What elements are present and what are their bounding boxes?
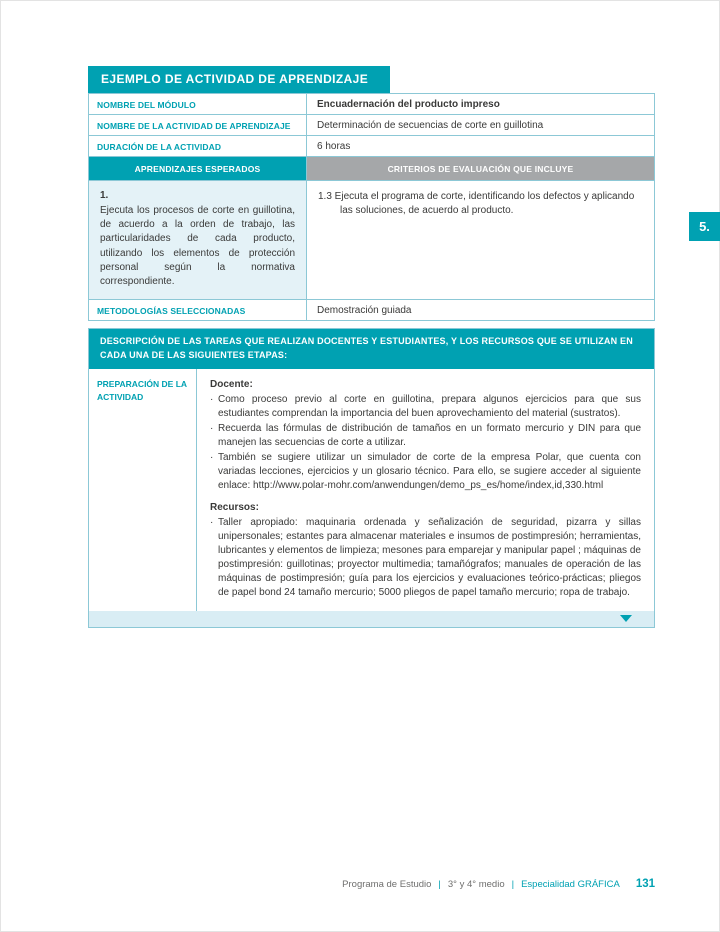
bullet-text: Recuerda las fórmulas de distribución de tamaños en un formato mercurio y DIN para que manejen las secuencias de corte a utilizar. (218, 422, 641, 448)
table-row-methodology (89, 300, 654, 320)
evaluation-criteria-header: CRITERIOS DE EVALUACIÓN QUE INCLUYE (307, 157, 654, 180)
spacer (88, 321, 655, 328)
table-row-duration (89, 136, 654, 157)
activity-name-label: NOMBRE DE LA ACTIVIDAD DE APRENDIZAJE (89, 115, 307, 135)
preparation-body (197, 369, 654, 611)
module-label: NOMBRE DEL MÓDULO (89, 94, 307, 114)
duration-label: DURACIÓN DE LA ACTIVIDAD (89, 136, 307, 156)
list-item (210, 516, 641, 600)
page-content (88, 66, 655, 628)
continues-arrow-icon (620, 615, 632, 622)
docente-list (210, 393, 641, 493)
footer-program: Programa de Estudio (342, 879, 432, 890)
recursos-heading: Recursos: (210, 501, 259, 513)
expected-learning-header: APRENDIZAJES ESPERADOS (89, 157, 307, 180)
table-row-module (89, 94, 654, 115)
bullet-icon: · (210, 393, 214, 405)
methodology-label: METODOLOGÍAS SELECCIONADAS (89, 300, 307, 320)
bullet-icon: · (210, 516, 214, 528)
evaluation-criteria-cell (307, 181, 654, 299)
footer-separator: | (438, 879, 441, 890)
chapter-tab-label: 5. (699, 219, 710, 234)
expected-learning-number: 1. (100, 190, 109, 201)
page-footer (342, 878, 655, 890)
description-table (88, 328, 655, 628)
methodology-value: Demostración guiada (317, 305, 412, 316)
duration-value: 6 horas (317, 141, 351, 152)
bullet-text: Taller apropiado: maquinaria ordenada y señalización de seguridad, pizarra y sillas unipersonales; estantes para almacenar materiales e insumos de postimpresión; herramientas, lubricantes y elementos de limpieza; mesones para emparejar y manipular papel ; máquinas de postimpresión: guillotinas; proyector multimedia; tamañógrafos; manuales de operación de las máquinas de postimpresión; guía para los ejercicios y evaluaciones teórico-prácticas; pliegos de papel bond 24 tamaño mercurio; 5000 pliegos de papel tamaño mercurio; ropa de trabajo. (218, 516, 641, 598)
footer-grade: 3° y 4° medio (447, 879, 505, 890)
module-value: Encuadernación del producto impreso (317, 99, 500, 110)
table-row-activity-name (89, 115, 654, 136)
table-header-row (89, 157, 654, 181)
section-title: EJEMPLO DE ACTIVIDAD DE APRENDIZAJE (101, 72, 369, 86)
bullet-icon: · (210, 422, 214, 434)
page-number: 131 (635, 878, 655, 890)
table-row-learning (89, 181, 654, 300)
evaluation-criteria-text: 1.3 Ejecuta el programa de corte, identificando los defectos y aplicando las soluciones, de acuerdo al producto. (318, 191, 635, 217)
footer-separator: | (511, 879, 515, 890)
expected-learning-text: Ejecuta los procesos de corte en guillotina, de acuerdo a la orden de trabajo, las particularidades de cada producto, utilizando los elementos de protección personal según la normativa correspondiente. (100, 205, 295, 287)
section-title-banner (88, 66, 390, 93)
bullet-text: Como proceso previo al corte en guillotina, prepara algunos ejercicios para que sus estudiantes comprendan la importancia del buen aprovechamiento del material (sustratos). (218, 393, 641, 419)
bullet-icon: · (210, 451, 214, 463)
recursos-list (210, 516, 641, 600)
chapter-tab (689, 212, 720, 241)
description-band: DESCRIPCIÓN DE LAS TAREAS QUE REALIZAN DOCENTES Y ESTUDIANTES, Y LOS RECURSOS QUE SE UTILIZAN EN CADA UNA DE LAS SIGUIENTES ETAPAS: (89, 329, 654, 369)
activity-table (88, 93, 655, 321)
footer-specialty: Especialidad GRÁFICA (521, 879, 620, 890)
preparation-row (89, 369, 654, 611)
list-item (210, 451, 641, 493)
activity-name-value: Determinación de secuencias de corte en guillotina (317, 120, 544, 131)
expected-learning-cell (89, 181, 307, 299)
docente-heading: Docente: (210, 378, 253, 390)
resource-link[interactable]: http://www.polar-mohr.com/anwendungen/demo_ps_es/home/index,id,330.html (253, 479, 604, 491)
list-item (210, 393, 641, 421)
list-item (210, 422, 641, 450)
table-continues-strip (89, 611, 654, 627)
preparation-label: PREPARACIÓN DE LA ACTIVIDAD (89, 369, 197, 611)
bullet-text: También se sugiere utilizar un simulador de corte de la empresa Polar, que cuenta con variadas lecciones, ejercicios y un glosario técnico. Para ello, se sugiere acceder al siguiente enlace: http://www.polar-mohr.com/anwendungen/demo_ps_es/home/index,id,330.html (218, 451, 641, 491)
